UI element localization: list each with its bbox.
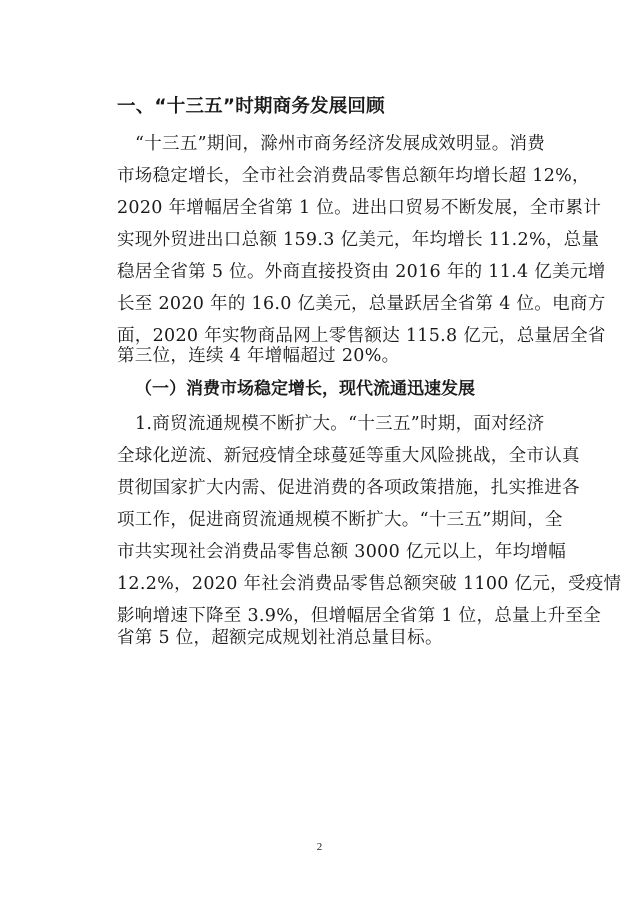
paragraph-line: 影响增速下降至 3.9%，但增幅居全省第 1 位，总量上升至全 xyxy=(117,606,602,626)
section-heading-2: （一）消费市场稳定增长，现代流通迅速发展 xyxy=(135,379,475,399)
paragraph-line: 2020 年增幅居全省第 1 位。进出口贸易不断发展，全市累计 xyxy=(117,198,602,218)
paragraph-line: 市共实现社会消费品零售总额 3000 亿元以上，年均增幅 xyxy=(117,542,567,562)
paragraph-line: 第三位，连续 4 年增幅超过 20%。 xyxy=(117,346,400,366)
paragraph-line: 长至 2020 年的 16.0 亿美元，总量跃居全省第 4 位。电商方 xyxy=(117,294,606,314)
page-number: 2 xyxy=(316,841,323,853)
paragraph-line: “十三五”期间，滁州市商务经济发展成效明显。消费 xyxy=(135,134,546,154)
section-heading-1: 一、“十三五”时期商务发展回顾 xyxy=(117,96,385,117)
paragraph-line: 稳居全省第 5 位。外商直接投资由 2016 年的 11.4 亿美元增 xyxy=(117,262,606,282)
paragraph-line: 省第 5 位，超额完成规划社消总量目标。 xyxy=(117,628,443,648)
paragraph-line: 市场稳定增长，全市社会消费品零售总额年均增长超 12%， xyxy=(117,166,590,186)
paragraph-line: 全球化逆流、新冠疫情全球蔓延等重大风险挑战，全市认真 xyxy=(117,446,580,466)
paragraph-line: 面，2020 年实物商品网上零售额达 115.8 亿元，总量居全省 xyxy=(117,326,606,346)
paragraph-line: 12.2%，2020 年社会消费品零售总额突破 1100 亿元，受疫情 xyxy=(117,574,622,594)
paragraph-line: 1.商贸流通规模不断扩大。“十三五”时期，面对经济 xyxy=(135,414,545,434)
paragraph-line: 项工作，促进商贸流通规模不断扩大。“十三五”期间，全 xyxy=(117,510,563,530)
paragraph-line: 实现外贸进出口总额 159.3 亿美元，年均增长 11.2%，总量 xyxy=(117,230,600,250)
paragraph-line: 贯彻国家扩大内需、促进消费的各项政策措施，扎实推进各 xyxy=(117,478,580,498)
